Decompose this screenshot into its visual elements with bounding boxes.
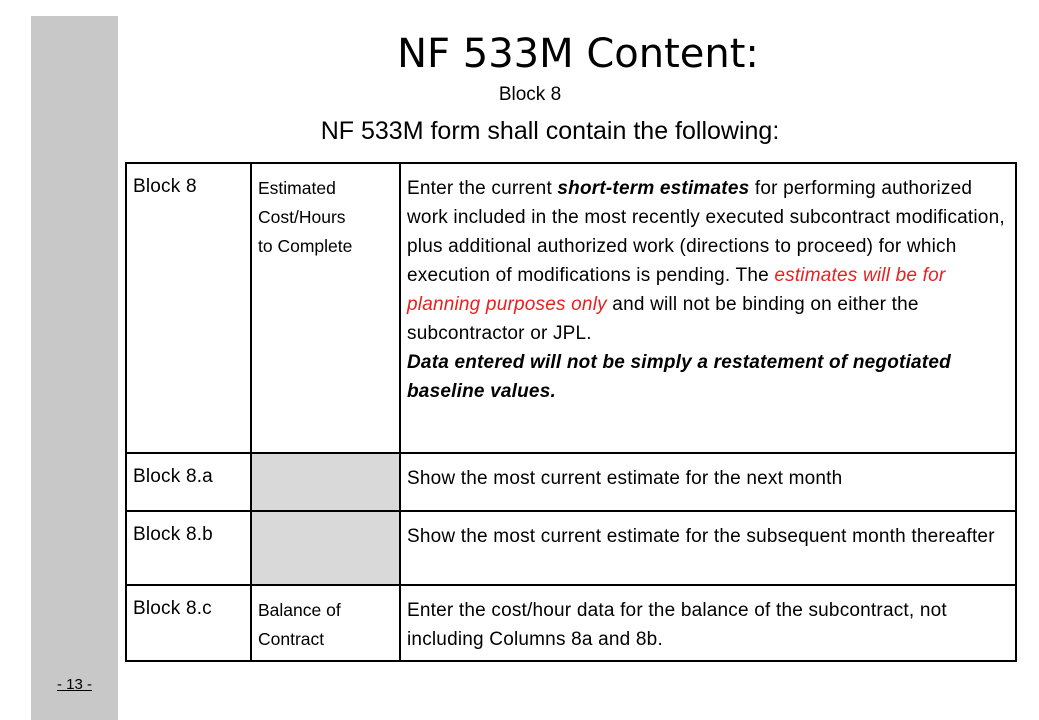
slide-subtitle: Block 8 — [498, 84, 562, 105]
table-row — [126, 585, 1016, 661]
block-cell: Block 8.b — [126, 511, 251, 585]
label-line: Cost/Hours — [258, 207, 346, 227]
block-cell: Block 8.a — [126, 453, 251, 511]
description-cell — [400, 163, 1016, 453]
table-row — [126, 453, 1016, 511]
slide-title: NF 533M Content: — [397, 31, 759, 77]
description-bold-note: Data entered will not be simply a restatement of negotiated baseline values. — [407, 352, 951, 402]
description-text: and will not be binding on either the subcontractor or JPL. — [407, 294, 919, 344]
description-emphasis: short-term estimates — [557, 178, 750, 199]
table-row — [126, 163, 1016, 453]
description-text: Enter the current — [407, 178, 558, 199]
label-line: Contract — [258, 629, 325, 649]
label-cell-empty — [251, 511, 400, 585]
label-cell — [251, 163, 400, 453]
page-number: - 13 - — [56, 676, 92, 693]
section-heading: NF 533M form shall contain the following: — [320, 117, 780, 145]
block-cell: Block 8 — [126, 163, 251, 453]
label-line: Balance of — [258, 600, 341, 620]
block-cell: Block 8.c — [126, 585, 251, 661]
description-text: for performing authorized work included in the most recently executed subcontract modification, plus additional authorized work (directions to proceed) for which execution of modifications is pending. The — [407, 178, 1005, 286]
table-row — [126, 511, 1016, 585]
label-line: Estimated — [258, 178, 336, 198]
left-sidebar-bar — [31, 16, 118, 720]
label-cell — [251, 585, 400, 661]
description-cell: Show the most current estimate for the subsequent month thereafter — [400, 511, 1016, 585]
label-cell-empty — [251, 453, 400, 511]
description-cell: Show the most current estimate for the next month — [400, 453, 1016, 511]
label-line: to Complete — [258, 236, 353, 256]
description-cell: Enter the cost/hour data for the balance of the subcontract, not including Columns 8a and 8b. — [400, 585, 1016, 661]
description-red-text: estimates will be for planning purposes only — [407, 265, 946, 315]
content-table — [125, 162, 1017, 662]
